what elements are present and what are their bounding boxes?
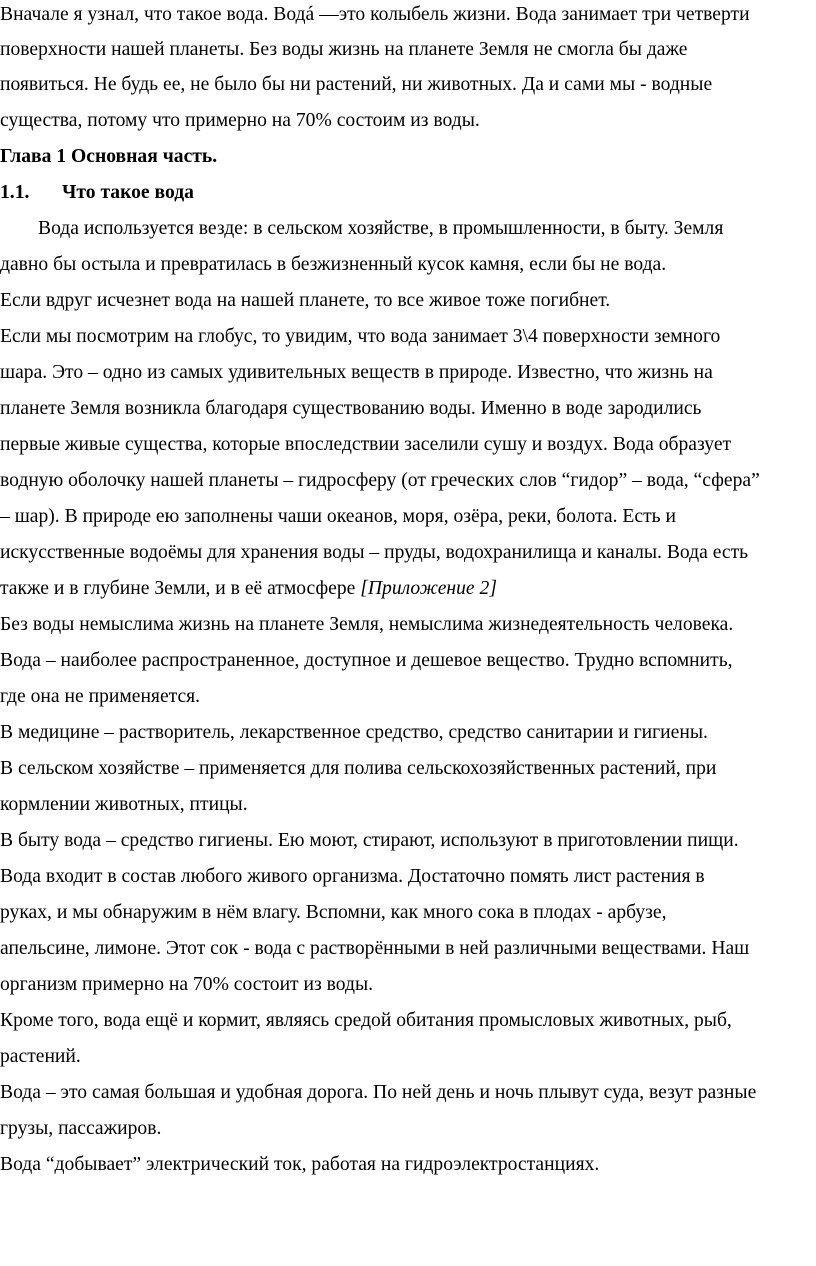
body-line: искусственные водоёмы для хранения воды – пруды, водохранилища и каналы. Вода есть [0,542,749,563]
body-line: давно бы остыла и превратилась в безжизненный кусок камня, если бы не вода. [0,254,667,275]
body-line: Без воды немыслима жизнь на планете Земля, немыслима жизнедеятельность человека. [0,614,734,635]
intro-line: существа, потому что примерно на 70% состоим из воды. [0,110,480,131]
appendix-reference: [Приложение 2] [360,578,497,599]
body-line: шара. Это – одно из самых удивительных веществ в природе. Известно, что жизнь на [0,362,713,383]
body-line-with-ref [0,576,816,602]
body-line: грузы, пассажиров. [0,1118,162,1139]
section-title: Что такое вода [62,182,194,203]
body-line: – шар). В природе ею заполнены чаши океанов, моря, озёра, реки, болота. Есть и [0,506,676,527]
body-line: где она не применяется. [0,686,201,707]
intro-line: поверхности нашей планеты. Без воды жизнь на планете Земля не смогла бы даже [0,39,688,60]
body-line: Вода – это самая большая и удобная дорога. По ней день и ночь плывут суда, везут разные [0,1082,757,1103]
body-line: В быту вода – средство гигиены. Ею моют, стирают, используют в приготовлении пищи. [0,830,739,851]
body-line: первые живые существа, которые впоследствии заселили сушу и воздух. Вода образует [0,434,732,455]
body-line: В медицине – растворитель, лекарственное средство, средство санитарии и гигиены. [0,722,708,743]
body-line: Если мы посмотрим на глобус, то увидим, что вода занимает 3\4 поверхности земного [0,326,721,347]
body-line: Если вдруг исчезнет вода на нашей планете, то все живое тоже погибнет. [0,290,611,311]
body-line: Вода используется везде: в сельском хозяйстве, в промышленности, в быту. Земля [38,218,724,239]
body-line: В сельском хозяйстве – применяется для полива сельскохозяйственных растений, при [0,758,717,779]
body-line: также и в глубине Земли, и в её атмосфере [0,578,361,599]
body-line: Вода “добывает” электрический ток, работая на гидроэлектростанциях. [0,1154,600,1175]
body-line: организм примерно на 70% состоит из воды. [0,974,374,995]
body-line: водную оболочку нашей планеты – гидросферу (от греческих слов “гидор” – вода, “сфера” [0,470,760,491]
section-heading [0,180,816,206]
body-line: Кроме того, вода ещё и кормит, являясь средой обитания промысловых животных, рыб, [0,1010,732,1031]
body-line: Вода входит в состав любого живого организма. Достаточно помять лист растения в [0,866,705,887]
body-line: растений. [0,1046,81,1067]
intro-line: появиться. Не будь ее, не было бы ни растений, ни животных. Да и сами мы - водные [0,74,713,95]
section-number: 1.1. [0,182,30,203]
chapter-heading: Глава 1 Основная часть. [0,146,218,167]
body-line: кормлении животных, птицы. [0,794,248,815]
body-line: руках, и мы обнаружим в нём влагу. Вспомни, как много сока в плодах - арбузе, [0,902,667,923]
intro-line: Вначале я узнал, что такое вода. Водá —это колыбель жизни. Вода занимает три четверти [0,4,750,25]
body-line: планете Земля возникла благодаря существованию воды. Именно в воде зародились [0,398,702,419]
body-line: Вода – наиболее распространенное, доступное и дешевое вещество. Трудно вспомнить, [0,650,733,671]
body-line: апельсине, лимоне. Этот сок - вода с растворёнными в ней различными веществами. Наш [0,938,750,959]
